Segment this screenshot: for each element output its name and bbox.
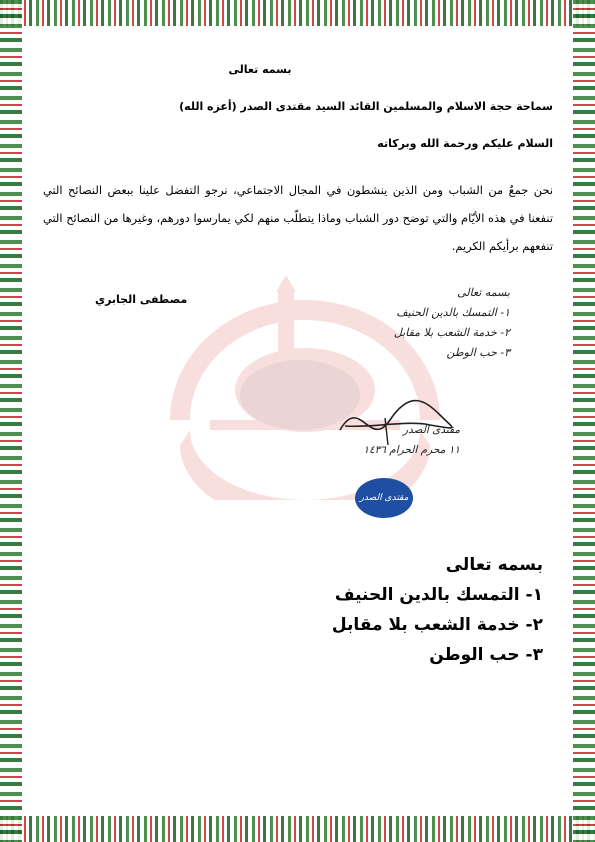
signature-block	[330, 420, 460, 460]
decorative-border-right	[573, 0, 595, 842]
handwritten-line: ١- التمسك بالدين الحنيف	[396, 306, 510, 319]
letter-greeting: السلام عليكم ورحمة الله وبركاته	[377, 137, 553, 150]
letter-title: بسمه تعالى	[228, 63, 292, 76]
letter-sender-name: مصطفى الجابري	[95, 293, 188, 306]
handwritten-reply	[310, 283, 510, 363]
official-stamp: مقتدى الصدر	[355, 478, 413, 518]
decorative-border-left	[0, 0, 22, 842]
handwritten-line: ٢- خدمة الشعب بلا مقابل	[393, 326, 510, 339]
handwritten-line: بسمه تعالى	[457, 286, 510, 299]
decorative-border-bottom	[0, 816, 595, 842]
signature-date: ١١ محرم الحرام ١٤٣٦	[363, 444, 460, 456]
typed-reply-item: ٣- حب الوطن	[429, 645, 543, 665]
signature-name: مقتدى الصدر	[403, 424, 460, 436]
handwritten-line: ٣- حب الوطن	[446, 346, 510, 359]
decorative-border-top	[0, 0, 595, 26]
letter-addressee: سماحة حجة الاسلام والمسلمين القائد السيد مقتدى الصدر (أعزه الله)	[179, 100, 553, 113]
typed-reply-item: ١- التمسك بالدين الحنيف	[334, 585, 543, 605]
typed-reply-item: ٢- خدمة الشعب بلا مقابل	[331, 615, 543, 635]
typed-reply-title: بسمه تعالى	[445, 555, 543, 575]
letter-body: نحن جمعٌ من الشباب ومن الذين ينشطون في المجال الاجتماعي، نرجو التفضل علينا ببعض النصائح التي تنفعنا في هذه الأيّام والتي توضح دور الشباب وماذا يتطلّب منهم لكي يمارسوا دورهم، وغيرها من النصائح التي تنفعهم برأيكم الكريم.	[43, 183, 553, 253]
typed-reply	[143, 550, 543, 670]
